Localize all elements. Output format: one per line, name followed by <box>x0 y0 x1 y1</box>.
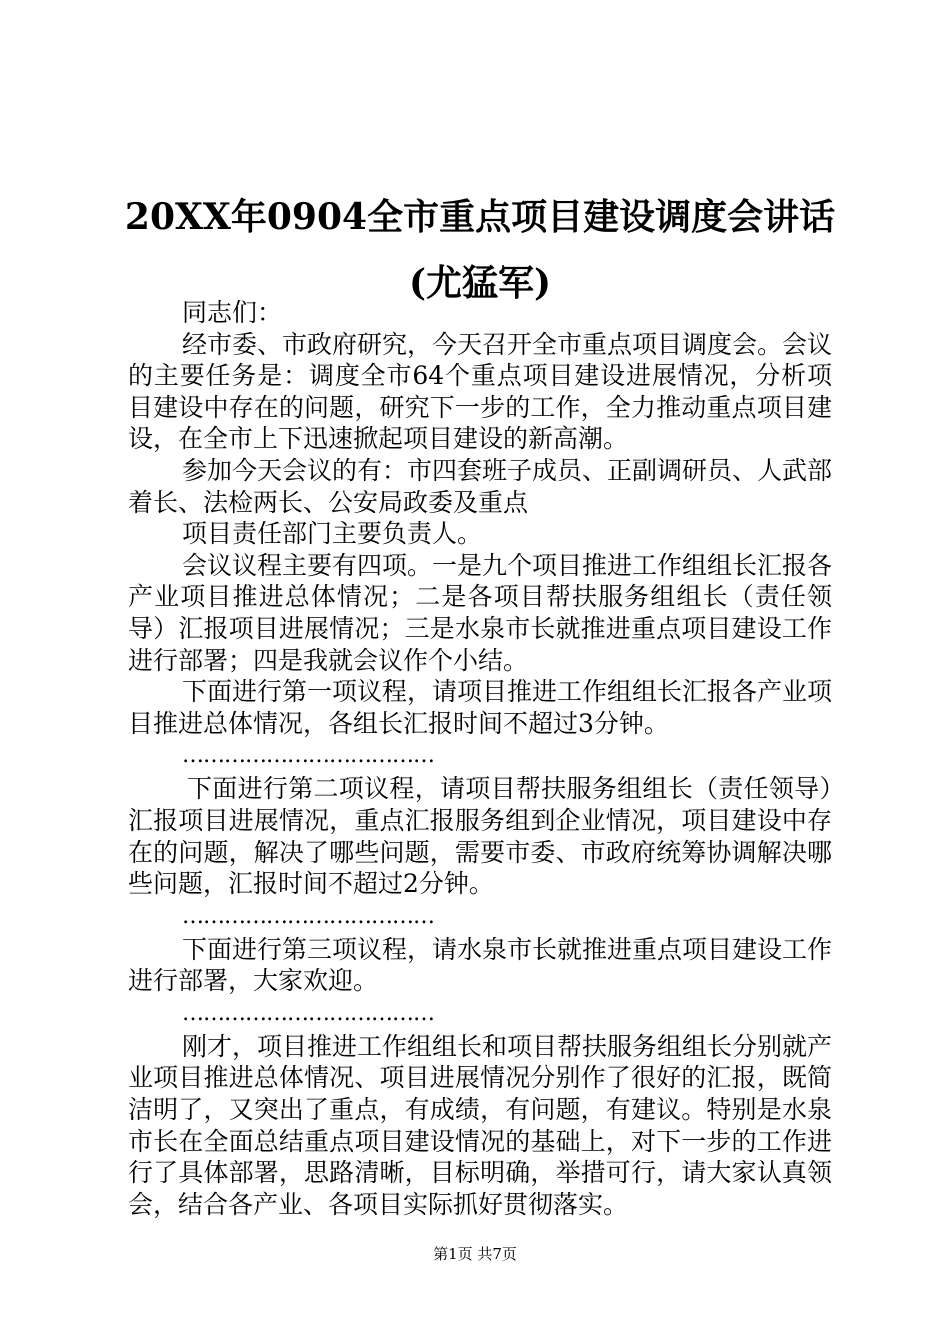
paragraph-agenda-item-1: 下面进行第一项议程，请项目推进工作组组长汇报各产业项目推进总体情况，各组长汇报时间不超过3分钟。 <box>128 677 833 738</box>
paragraph-attendees-continued: 项目责任部门主要负责人。 <box>182 519 483 549</box>
paragraph-summary: 刚才，项目推进工作组组长和项目帮扶服务组组长分别就产业项目推进总体情况、项目进展情况分别作了很好的汇报，既简洁明了，又突出了重点，有成绩，有问题，有建议。特别是水泉市长在全面总结重点项目建设情况的基础上，对下一步的工作进行了具体部署，思路清晰，目标明确，举措可行，请大家认真领会，结合各产业、各项目实际抓好贯彻落实。 <box>128 1031 833 1219</box>
paragraph-agenda: 会议议程主要有四项。一是九个项目推进工作组组长汇报各产业项目推进总体情况；二是各项目帮扶服务组组长（责任领导）汇报项目进展情况；三是水泉市长就推进重点项目建设工作进行部署；四是我就会议作个小结。 <box>128 550 833 675</box>
ellipsis-separator: ……………………………… <box>182 743 434 769</box>
ellipsis-separator: ……………………………… <box>182 903 434 929</box>
document-body <box>128 297 832 1220</box>
paragraph-attendees: 参加今天会议的有：市四套班子成员、正副调研员、人武部着长、法检两长、公安局政委及重点 <box>128 455 833 517</box>
salutation: 同志们： <box>182 298 283 327</box>
paragraph-agenda-item-3: 下面进行第三项议程，请水泉市长就推进重点项目建设工作进行部署，大家欢迎。 <box>128 934 833 996</box>
ellipsis-separator: ……………………………… <box>182 1000 434 1026</box>
page-number-footer: 第1页 共7页 <box>433 1245 517 1263</box>
paragraph-meeting-purpose: 经市委、市政府研究，今天召开全市重点项目调度会。会议的主要任务是：调度全市64个重点项目建设进展情况，分析项目建设中存在的问题，研究下一步的工作，全力推动重点项目建设，在全市上下迅速掀起项目建设的新高潮。 <box>128 329 833 454</box>
document-title: 20XX年0904全市重点项目建设调度会讲话(尤猛军) <box>124 196 836 304</box>
paragraph-agenda-item-2: 下面进行第二项议程，请项目帮扶服务组组长（责任领导）汇报项目进展情况，重点汇报服务组到企业情况，项目建设中存在的问题，解决了哪些问题，需要市委、市政府统筹协调解决哪些问题，汇报时间不超过2分钟。 <box>128 774 832 899</box>
